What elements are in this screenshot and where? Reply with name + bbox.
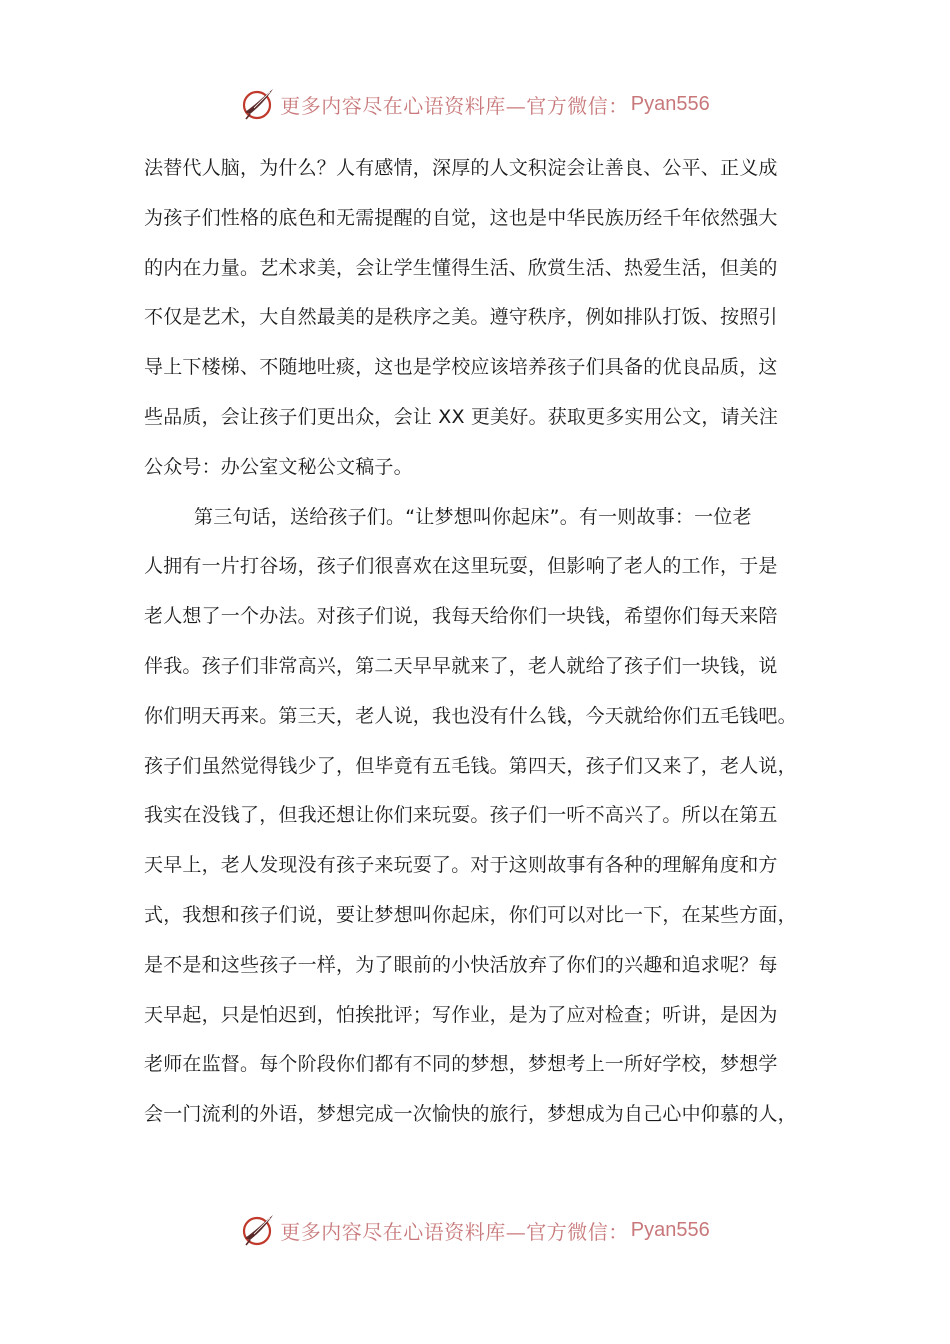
header-banner-text: 更多内容尽在心语资料库—官方微信： (280, 93, 629, 118)
text-line: 为孩子们性格的底色和无需提醒的自觉，这也是中华民族历经千年依然强大 (144, 206, 778, 229)
text-line: 你们明天再来。第三天，老人说，我也没有什么钱，今天就给你们五毛钱吧。 (144, 704, 797, 727)
text-line: 些品质，会让孩子们更出众，会让 XX 更美好。获取更多实用公文，请关注 (144, 405, 779, 428)
text-line: 天早上，老人发现没有孩子来玩耍了。对于这则故事有各种的理解角度和方 (144, 854, 778, 877)
text-line: 会一门流利的外语，梦想完成一次愉快的旅行，梦想成为自己心中仰慕的人， (144, 1103, 797, 1126)
text-line: 天早起，只是怕迟到，怕挨批评；写作业，是为了应对检查；听讲，是因为 (144, 1003, 778, 1026)
header-banner (0, 82, 950, 126)
header-wechat-account: Pyan556 (630, 92, 710, 115)
text-line: 孩子们虽然觉得钱少了，但毕竟有五毛钱。第四天，孩子们又来了，老人说， (144, 754, 797, 777)
text-line: 式，我想和孩子们说，要让梦想叫你起床，你们可以对比一下，在某些方面， (144, 903, 797, 926)
quill-logo-icon (240, 86, 276, 122)
text-line: 人拥有一片打谷场，孩子们很喜欢在这里玩耍，但影响了老人的工作，于是 (144, 555, 778, 578)
paragraph-start-line: 第三句话，送给孩子们。“让梦想叫你起床”。有一则故事：一位老 (194, 505, 752, 528)
document-body (144, 144, 820, 1140)
text-line: 老师在监督。每个阶段你们都有不同的梦想，梦想考上一所好学校，梦想学 (144, 1053, 778, 1076)
text-line: 是不是和这些孩子一样，为了眼前的小快活放弃了你们的兴趣和追求呢？每 (144, 953, 778, 976)
text-line: 不仅是艺术，大自然最美的是秩序之美。遵守秩序，例如排队打饭、按照引 (144, 306, 778, 329)
text-line: 我实在没钱了，但我还想让你们来玩耍。孩子们一听不高兴了。所以在第五 (144, 804, 778, 827)
footer-wechat-account: Pyan556 (630, 1218, 710, 1241)
text-line: 伴我。孩子们非常高兴，第二天早早就来了，老人就给了孩子们一块钱，说 (144, 654, 778, 677)
text-line: 公众号：办公室文秘公文稿子。 (144, 455, 413, 478)
text-line: 导上下楼梯、不随地吐痰，这也是学校应该培养孩子们具备的优良品质，这 (144, 356, 778, 379)
quill-logo-icon (240, 1212, 276, 1248)
footer-banner (0, 1208, 950, 1252)
text-line: 老人想了一个办法。对孩子们说，我每天给你们一块钱，希望你们每天来陪 (144, 605, 778, 628)
footer-banner-text: 更多内容尽在心语资料库—官方微信： (280, 1219, 629, 1244)
text-line: 法替代人脑，为什么？人有感情，深厚的人文积淀会让善良、公平、正义成 (144, 157, 778, 179)
text-line: 的内在力量。艺术求美，会让学生懂得生活、欣赏生活、热爱生活，但美的 (144, 256, 778, 279)
